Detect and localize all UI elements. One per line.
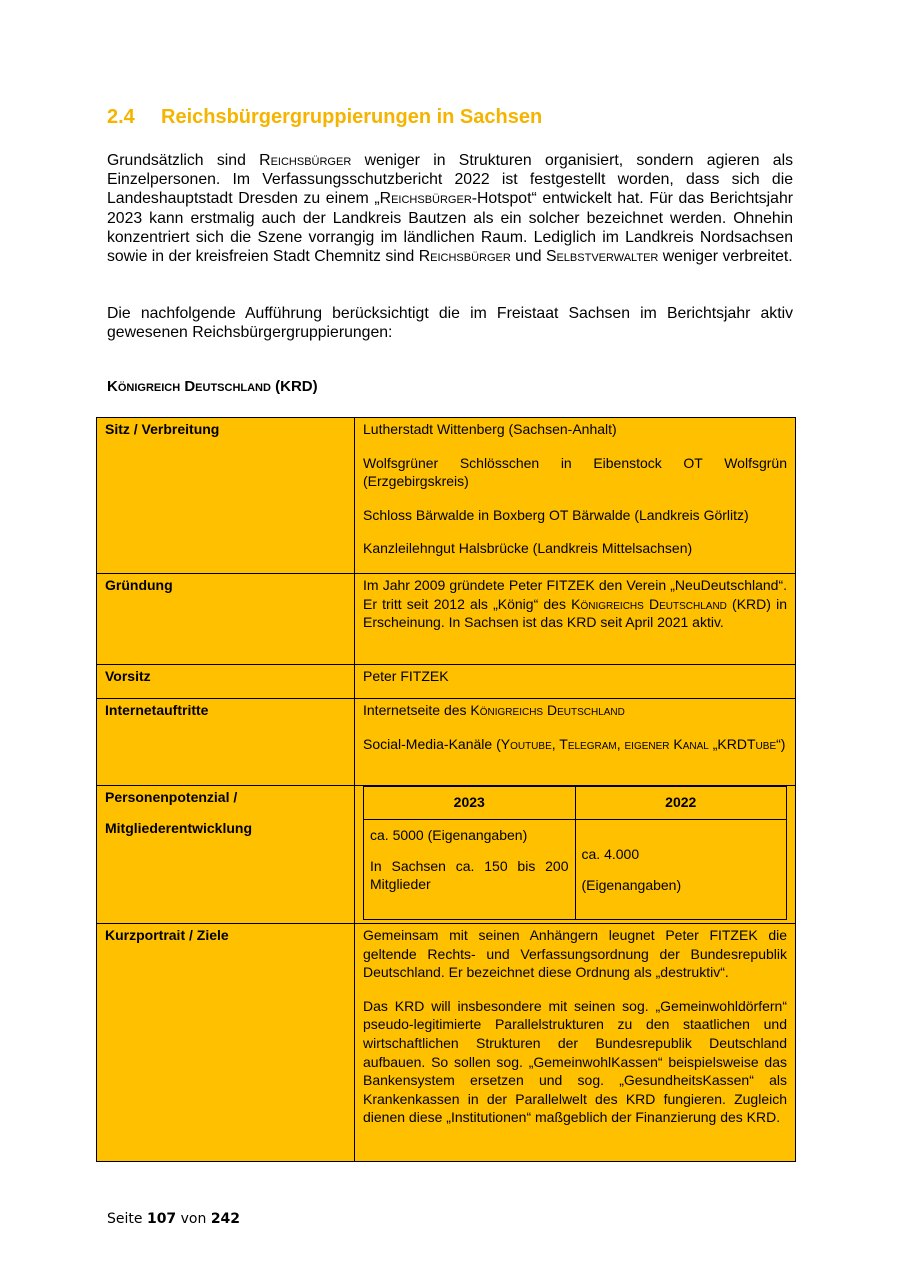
membership-row — [364, 820, 787, 920]
internet-social-media — [363, 735, 787, 754]
cell-2023 — [364, 820, 576, 920]
members-2022-source: (Eigenangaben) — [581, 876, 682, 893]
value-personen — [355, 786, 796, 924]
page-number: 107 — [146, 1211, 177, 1227]
text-run: „KRD — [708, 735, 747, 752]
term-koenigreich: Königreichs Deutschland — [470, 702, 625, 718]
section-title: Reichsbürgergruppierungen in Sachsen — [161, 106, 543, 128]
text-run: und — [510, 248, 546, 266]
value-kurzportrait — [355, 924, 796, 1162]
col-2022: 2022 — [575, 787, 787, 820]
organization-name: Königreich Deutschland — [107, 378, 271, 395]
label-vorsitz: Vorsitz — [97, 665, 355, 699]
text-run: Seite — [107, 1211, 147, 1227]
kurzportrait-paragraph: Das KRD will insbesondere mit seinen sog. „Gemeinwohldörfern“ pseudo-legitimierte Parallelstrukturen zu den staatlichen und wirtschaftlichen Strukturen der Bundesrepublik Deutschland aufbauen. So sollen sog. „GemeinwohlKassen“ beispielsweise das Bankensystem ersetzen und sog. „GesundheitsKassen“ als Krankenkassen in der Parallelwelt des KRD fungieren. Zugleich dienen diese „Institutionen“ maßgeblich der Finanzierung des KRD. — [363, 997, 787, 1126]
label-internet: Internetauftritte — [97, 699, 355, 786]
label-mitgliederentwicklung: Mitgliederentwicklung — [105, 819, 253, 836]
members-2023-total: ca. 5000 (Eigenangaben) — [370, 827, 528, 843]
text-run: von — [176, 1211, 211, 1227]
row-internet — [97, 699, 796, 786]
label-gruendung: Gründung — [97, 574, 355, 665]
text-run: “) — [776, 735, 786, 752]
label-personenpotenzial: Personenpotenzial / — [105, 789, 238, 805]
cell-2022 — [575, 820, 787, 920]
sitz-location: Wolfsgrüner Schlösschen in Eibenstock OT Wolfsgrün (Erzgebirgskreis) — [363, 454, 787, 490]
text-run: weniger in Strukturen organisiert, sondern agieren als Einzelpersonen. Im Verfassungsschutzbericht 2022 ist festgestellt worden, dass sich die Landeshauptstadt Dresden zu einem „ — [107, 152, 793, 208]
term-reichsbuerger: Reichsbürger — [259, 152, 352, 169]
kurzportrait-paragraph: Gemeinsam mit seinen Anhängern leugnet Peter FITZEK die geltende Rechts- und Verfassungsordnung der Bundesrepublik Deutschland. Er bezeichnet diese Ordnung als „destruktiv“. — [363, 927, 787, 981]
row-sitz — [97, 418, 796, 574]
text-run: (KRD) in Erscheinung. In Sachsen ist das KRD seit April 2021 aktiv. — [363, 595, 788, 631]
members-2022-total: ca. 4.000 — [581, 845, 640, 862]
row-personen — [97, 786, 796, 924]
text-run: Grundsätzlich sind — [107, 152, 260, 169]
intro-paragraph — [107, 151, 793, 266]
text-run: Im Jahr 2009 gründete Peter FITZEK den Verein „NeuDeutschland“. Er tritt seit 2012 als „König“ des — [363, 577, 787, 612]
text-run: Social-Media-Kanäle ( — [363, 735, 501, 752]
sitz-location: Schloss Bärwalde in Boxberg OT Bärwalde (Landkreis Görlitz) — [363, 506, 749, 523]
sitz-location: Kanzleilehngut Halsbrücke (Landkreis Mittelsachsen) — [363, 540, 693, 557]
text-run: weniger verbreitet. — [658, 248, 793, 266]
row-vorsitz — [97, 665, 796, 699]
overview-paragraph: Die nachfolgende Aufführung berücksichtigt die im Freistaat Sachsen im Berichtsjahr aktiv gewesenen Reichsbürgergruppierungen: — [107, 305, 793, 342]
sitz-location: Lutherstadt Wittenberg (Sachsen-Anhalt) — [363, 421, 617, 437]
gruendung-text — [363, 576, 787, 632]
page-total: 242 — [210, 1211, 241, 1227]
membership-table — [363, 786, 787, 920]
term-reichsbuerger: Reichsbürger — [418, 248, 511, 266]
page-footer — [107, 1211, 240, 1227]
value-gruendung — [355, 574, 796, 665]
vorsitz-name: Peter FITZEK — [363, 668, 449, 684]
term-selbstverwalter: Selbstverwalter — [545, 248, 659, 266]
col-2023: 2023 — [364, 787, 576, 820]
text-run: Tube — [747, 735, 777, 752]
social-channels: Youtube, Telegram, eigener Kanal — [500, 735, 709, 752]
section-number: 2.4 — [107, 106, 135, 128]
label-personen — [97, 786, 355, 924]
value-vorsitz — [355, 665, 796, 699]
term-koenigreich: Königreichs Deutschland — [571, 595, 727, 612]
internet-website — [363, 701, 787, 720]
krd-profile-table — [96, 417, 796, 1162]
row-kurzportrait — [97, 924, 796, 1162]
organization-title — [107, 378, 318, 395]
organization-abbr: (KRD) — [270, 378, 318, 395]
label-sitz: Sitz / Verbreitung — [97, 418, 355, 574]
row-gruendung — [97, 574, 796, 665]
value-internet — [355, 699, 796, 786]
membership-header-row — [364, 787, 787, 820]
text-run: -Hotspot“ entwickelt hat. Für das Berichtsjahr 2023 kann erstmalig auch der Landkreis Bautzen als ein solcher bezeichnet werden. Ohnehin konzentriert sich die Szene vorrangig im ländlichen Raum. Lediglich im Landkreis Nordsachsen sowie in der kreisfreien Stadt Chemnitz sind — [107, 190, 793, 266]
section-heading — [107, 106, 542, 129]
term-reichsbuerger: Reichsbürger — [379, 190, 472, 208]
text-run: Internetseite des — [363, 702, 471, 718]
value-sitz — [355, 418, 796, 574]
label-kurzportrait: Kurzportrait / Ziele — [97, 924, 355, 1162]
members-2023-saxony: In Sachsen ca. 150 bis 200 Mitglieder — [370, 857, 569, 893]
